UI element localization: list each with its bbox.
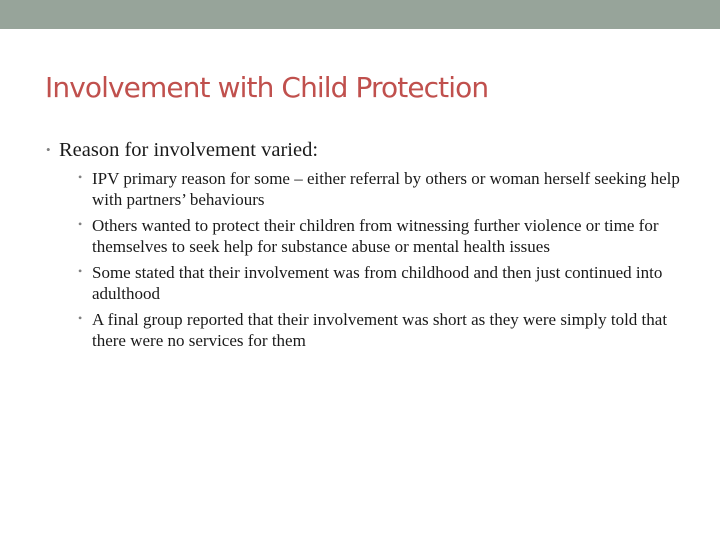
top-accent-bar — [0, 0, 720, 29]
sub-bullet-text: IPV primary reason for some – either referral by others or woman herself seeking help with partners’ behaviours — [92, 169, 680, 209]
main-bullet-list — [46, 137, 686, 351]
bullet-icon: • — [46, 142, 51, 157]
slide-content — [46, 137, 686, 356]
bullet-icon: • — [78, 264, 83, 278]
sub-bullet — [78, 262, 686, 304]
sub-bullet-text: A final group reported that their involvement was short as they were simply told that there were no services for them — [92, 310, 668, 350]
sub-bullet — [78, 215, 686, 257]
main-bullet — [46, 137, 686, 351]
sub-bullet-text: Others wanted to protect their children from witnessing further violence or time for themselves to seek help for substance abuse or mental health issues — [92, 216, 659, 256]
sub-bullet-text: Some stated that their involvement was from childhood and then just continued into adulthood — [92, 263, 663, 303]
bullet-icon: • — [78, 311, 83, 325]
slide-title: Involvement with Child Protection — [45, 71, 489, 104]
main-bullet-text: Reason for involvement varied: — [59, 139, 319, 161]
sub-bullet — [78, 168, 686, 210]
sub-bullet-list — [78, 168, 686, 351]
bullet-icon: • — [78, 170, 83, 184]
sub-bullet — [78, 309, 686, 351]
bullet-icon: • — [78, 217, 83, 231]
